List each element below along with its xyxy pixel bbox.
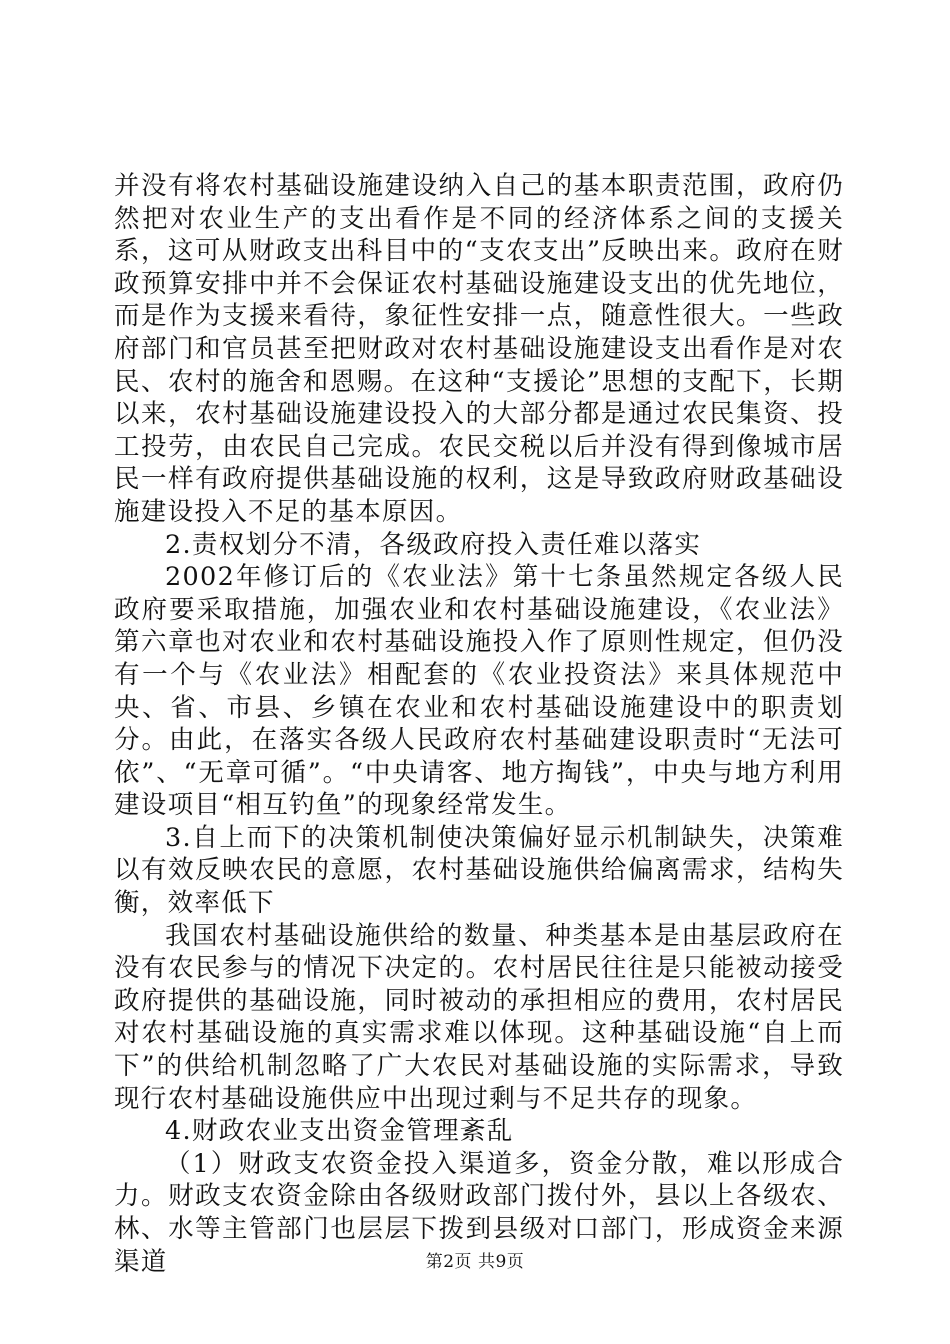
section-heading-4: 4.财政农业支出资金管理紊乱 xyxy=(165,1116,514,1147)
paragraph-agriculture-law: 2002年修订后的《农业法》第十七条虽然规定各级人民政府要采取措施，加强农业和农村基础设施建设，《农业法》第六章也对农业和农村基础设施投入作了原则性规定，但仍没有一个与《农业法》相配套的《农业投资法》来具体规范中央、省、市县、乡镇在农业和农村基础设施建设中的职责划分。由此，在落实各级人民政府农村基础建设职责时“无法可依”、“无章可循”。“中央请客、地方掏钱”，中央与地方利用建设项目“相互钓鱼”的现象经常发生。 xyxy=(114,562,844,821)
paragraph-continuation: 并没有将农村基础设施建设纳入自己的基本职责范围，政府仍然把对农业生产的支出看作是不同的经济体系之间的支援关系，这可从财政支出科目中的“支农支出”反映出来。政府在财政预算安排中并不会保证农村基础设施建设支出的优先地位，而是作为支援来看待，象征性安排一点，随意性很大。一些政府部门和官员甚至把财政对农村基础设施建设支出看作是对农民、农村的施舍和恩赐。在这种“支援论”思想的支配下，长期以来，农村基础设施建设投入的大部分都是通过农民集资、投工投劳，由农民自己完成。农民交税以后并没有得到像城市居民一样有政府提供基础设施的权利，这是导致政府财政基础设施建设投入不足的基本原因。 xyxy=(114,171,844,527)
document-body xyxy=(114,170,844,1278)
paragraph-fund-channels: （1）财政支农资金投入渠道多，资金分散，难以形成合力。财政支农资金除由各级财政部门拨付外，县以上各级农、林、水等主管部门也层层下拨到县级对口部门，形成资金来源渠道 xyxy=(114,1148,844,1277)
paragraph-supply-mechanism: 我国农村基础设施供给的数量、种类基本是由基层政府在没有农民参与的情况下决定的。农村居民往往是只能被动接受政府提供的基础设施，同时被动的承担相应的费用，农村居民对农村基础设施的真实需求难以体现。这种基础设施“自上而下”的供给机制忽略了广大农民对基础设施的实际需求，导致现行农村基础设施供应中出现过剩与不足共存的现象。 xyxy=(114,920,844,1114)
section-heading-2: 2.责权划分不清，各级政府投入责任难以落实 xyxy=(165,529,702,560)
page-footer: 第2页 共9页 xyxy=(425,1252,525,1272)
section-heading-3: 3.自上而下的决策机制使决策偏好显示机制缺失，决策难以有效反映农民的意愿，农村基础设施供给偏离需求，结构失衡，效率低下 xyxy=(114,822,844,919)
